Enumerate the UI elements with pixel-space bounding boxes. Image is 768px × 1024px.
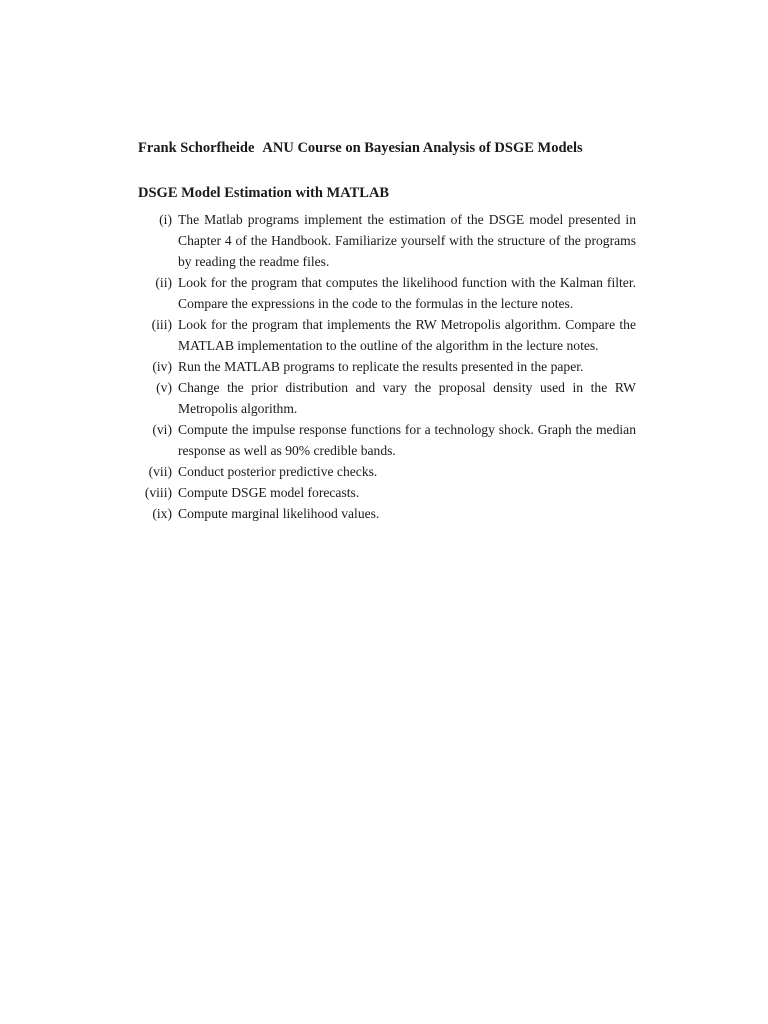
list-item	[138, 209, 636, 272]
item-text: Look for the program that implements the RW Metropolis algorithm. Compare the MATLAB implementation to the outline of the algorithm in the lecture notes.	[178, 317, 636, 353]
item-text: Run the MATLAB programs to replicate the results presented in the paper.	[178, 359, 584, 374]
item-number: (v)	[156, 380, 172, 395]
item-text: The Matlab programs implement the estimation of the DSGE model presented in Chapter 4 of the Handbook. Familiarize yourself with the structure of the programs by reading the readme files.	[178, 212, 636, 269]
item-text: Change the prior distribution and vary the proposal density used in the RW Metropolis algorithm.	[178, 380, 636, 416]
list-item	[138, 356, 636, 377]
item-text: Compute marginal likelihood values.	[178, 506, 380, 521]
item-text: Look for the program that computes the likelihood function with the Kalman filter. Compare the expressions in the code to the formulas in the lecture notes.	[178, 275, 636, 311]
list-item	[138, 461, 636, 482]
page-header	[138, 140, 638, 157]
item-number: (viii)	[144, 485, 172, 500]
item-number: (vi)	[152, 422, 172, 437]
header-author: Frank Schorfheide	[138, 140, 255, 156]
item-number: (vii)	[148, 464, 172, 479]
item-text: Conduct posterior predictive checks.	[178, 464, 378, 479]
item-number: (iv)	[152, 359, 172, 374]
item-number: (ii)	[155, 275, 172, 290]
header-course: ANU Course on Bayesian Analysis of DSGE Models	[262, 140, 583, 156]
section-title: DSGE Model Estimation with MATLAB	[138, 185, 390, 201]
list-item	[138, 272, 636, 314]
list-item	[138, 503, 636, 524]
item-text: Compute the impulse response functions for a technology shock. Graph the median response as well as 90% credible bands.	[178, 422, 636, 458]
list-item	[138, 419, 636, 461]
list-item	[138, 482, 636, 503]
exercise-list	[138, 209, 636, 524]
item-number: (i)	[159, 212, 172, 227]
item-number: (iii)	[151, 317, 172, 332]
item-number: (ix)	[152, 506, 172, 521]
list-item	[138, 314, 636, 356]
list-item	[138, 377, 636, 419]
item-text: Compute DSGE model forecasts.	[178, 485, 360, 500]
